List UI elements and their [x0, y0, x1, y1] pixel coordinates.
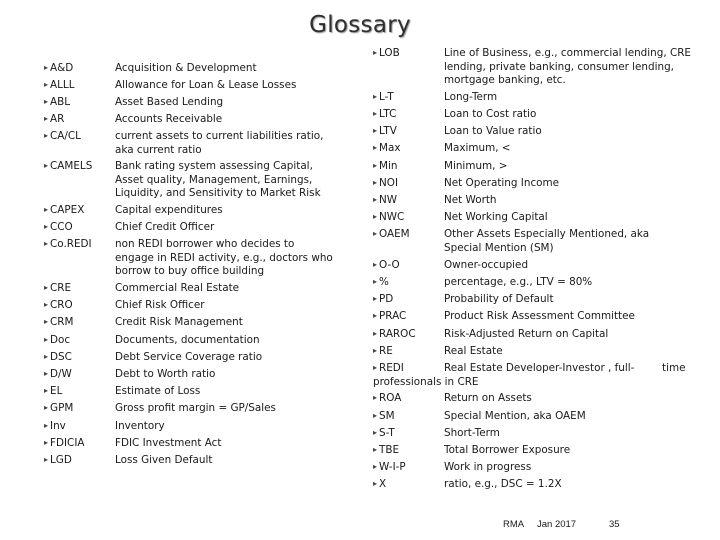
glossary-definition: Debt to Worth ratio: [115, 368, 216, 380]
glossary-term: ▸ PD: [373, 293, 393, 307]
glossary-term: ▸ CA/CL: [44, 130, 81, 144]
footer-org: RMA: [503, 519, 525, 530]
footer-page-number: 35: [609, 519, 620, 530]
glossary-term: ▸ NOI: [373, 177, 398, 191]
glossary-term: ▸ RE: [373, 345, 393, 359]
glossary-definition: Acquisition & Development: [115, 62, 257, 74]
glossary-definition: ratio, e.g., DSC = 1.2X: [444, 478, 562, 490]
glossary-definition-tail: time: [662, 362, 686, 374]
glossary-term: ▸ LTC: [373, 108, 396, 122]
glossary-term: ▸ OAEM: [373, 228, 410, 242]
glossary-definition: Special Mention, aka OAEM: [444, 410, 586, 422]
glossary-definition: Accounts Receivable: [115, 113, 223, 125]
glossary-definition: FDIC Investment Act: [115, 437, 222, 449]
glossary-definition: Long-Term: [444, 91, 498, 103]
glossary-term: ▸ NWC: [373, 211, 404, 225]
glossary-term: ▸ Min: [373, 160, 397, 174]
glossary-term: ▸ ALLL: [44, 79, 75, 93]
glossary-definition: Owner-occupied: [444, 259, 529, 271]
glossary-definition: non REDI borrower who decides to engage in REDI activity, e.g., doctors who borrow to buy office building: [115, 238, 333, 278]
glossary-definition: Maximum, <: [444, 142, 511, 154]
glossary-term: ▸ CAMELS: [44, 160, 92, 174]
glossary-term: ▸ EL: [44, 385, 62, 399]
glossary-definition: Real Estate Developer-Investor , full-: [444, 362, 635, 374]
glossary-definition: Chief Risk Officer: [115, 299, 205, 311]
glossary-term: ▸ Doc: [44, 334, 70, 348]
glossary-term: ▸ AR: [44, 113, 64, 127]
glossary-definition: Line of Business, e.g., commercial lending, CRE lending, private banking, consumer lending, mortgage banking, etc.: [444, 47, 691, 87]
glossary-term: ▸ W-I-P: [373, 461, 406, 475]
glossary-definition: percentage, e.g., LTV = 80%: [444, 276, 593, 288]
glossary-term: ▸ A&D: [44, 62, 73, 76]
glossary-definition: Other Assets Especially Mentioned, aka Special Mention (SM): [444, 228, 650, 254]
glossary-term: ▸ CCO: [44, 221, 73, 235]
glossary-definition: Probability of Default: [444, 293, 554, 305]
glossary-term: ▸ ABL: [44, 96, 70, 110]
glossary-term: ▸ S-T: [373, 427, 395, 441]
glossary-definition: Risk-Adjusted Return on Capital: [444, 328, 609, 340]
glossary-definition: Real Estate: [444, 345, 503, 357]
glossary-definition: Inventory: [115, 420, 165, 432]
glossary-definition: Net Operating Income: [444, 177, 560, 189]
glossary-definition: Chief Credit Officer: [115, 221, 215, 233]
glossary-definition: Capital expenditures: [115, 204, 223, 216]
glossary-term: ▸ SM: [373, 410, 395, 424]
glossary-definition: Loan to Value ratio: [444, 125, 542, 137]
glossary-term: ▸ CRM: [44, 316, 73, 330]
glossary-definition: Return on Assets: [444, 392, 532, 404]
glossary-definition: Documents, documentation: [115, 334, 260, 346]
glossary-definition: Debt Service Coverage ratio: [115, 351, 263, 363]
glossary-definition: Loss Given Default: [115, 454, 213, 466]
glossary-definition: Minimum, >: [444, 160, 508, 172]
glossary-term: ▸ CRE: [44, 282, 71, 296]
glossary-definition: Bank rating system assessing Capital, Asset quality, Management, Earnings, Liquidity, and Sensitivity to Market Risk: [115, 160, 321, 200]
glossary-term: ▸ REDI: [373, 362, 404, 376]
glossary-definition: Product Risk Assessment Committee: [444, 310, 635, 322]
glossary-definition: Loan to Cost ratio: [444, 108, 537, 120]
glossary-term: ▸ Inv: [44, 420, 66, 434]
glossary-definition: Net Worth: [444, 194, 497, 206]
glossary-definition: Net Working Capital: [444, 211, 548, 223]
glossary-term: ▸ Max: [373, 142, 401, 156]
glossary-definition: Asset Based Lending: [115, 96, 224, 108]
glossary-term: ▸ PRAC: [373, 310, 406, 324]
glossary-term: ▸ LOB: [373, 47, 400, 61]
glossary-term: ▸ LTV: [373, 125, 397, 139]
glossary-term: ▸ O-O: [373, 259, 400, 273]
glossary-definition-continuation: professionals in CRE: [373, 376, 479, 388]
glossary-term: ▸ RAROC: [373, 328, 416, 342]
glossary-definition: Total Borrower Exposure: [444, 444, 571, 456]
glossary-definition: Gross profit margin = GP/Sales: [115, 402, 276, 414]
glossary-term: ▸ TBE: [373, 444, 399, 458]
glossary-definition: Allowance for Loan & Lease Losses: [115, 79, 297, 91]
glossary-definition: Commercial Real Estate: [115, 282, 240, 294]
glossary-term: ▸ NW: [373, 194, 397, 208]
glossary-definition: Estimate of Loss: [115, 385, 201, 397]
glossary-term: ▸ D/W: [44, 368, 72, 382]
glossary-term: ▸ ROA: [373, 392, 401, 406]
glossary-term: ▸ DSC: [44, 351, 72, 365]
glossary-term: ▸ CAPEX: [44, 204, 84, 218]
glossary-term: ▸ GPM: [44, 402, 73, 416]
glossary-definition: Work in progress: [444, 461, 532, 473]
glossary-term: ▸ LGD: [44, 454, 72, 468]
glossary-term: ▸ FDICIA: [44, 437, 85, 451]
glossary-definition: current assets to current liabilities ratio, aka current ratio: [115, 130, 324, 156]
glossary-term: ▸ %: [373, 276, 389, 290]
glossary-definition: Short-Term: [444, 427, 500, 439]
glossary-term: ▸ L-T: [373, 91, 394, 105]
glossary-term: ▸ CRO: [44, 299, 73, 313]
glossary-term: ▸ Co.REDI: [44, 238, 92, 252]
glossary-definition: Credit Risk Management: [115, 316, 243, 328]
page-title: Glossary: [309, 12, 411, 38]
footer-date: Jan 2017: [537, 519, 577, 530]
glossary-term: ▸ X: [373, 478, 386, 492]
